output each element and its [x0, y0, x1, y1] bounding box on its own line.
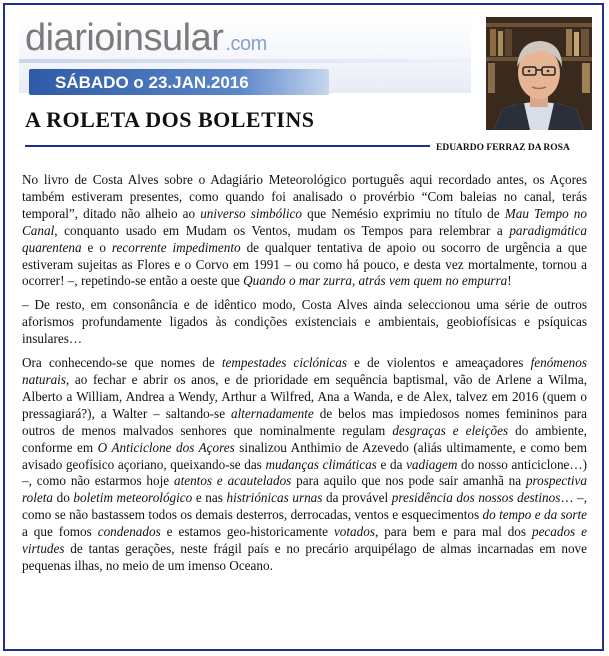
- text-run: da provável: [322, 490, 392, 506]
- issue-date: SÁBADO o 23.JAN.2016: [55, 73, 249, 92]
- text-run: do nosso anticiclone…) –, como não estarmos hoje: [22, 456, 587, 489]
- text-run: No livro de Costa Alves sobre o Adagiário Meteorológico português aqui recordado antes, os Açores também estiveram presentes, como quando foi analisado o provérbio “Com baleias no canal, terás temporal”, ditado não alheio ao: [22, 172, 587, 221]
- author-portrait-icon: [486, 17, 592, 130]
- italic-run: boletim meteorológico: [73, 490, 193, 506]
- text-run: , conquanto usado em Mudam os Ventos, mudam os Tempos para relembrar a: [54, 222, 510, 238]
- logo-underline: [19, 59, 471, 63]
- author-photo: [486, 17, 592, 130]
- italic-run: prospectiva roleta: [22, 473, 587, 506]
- text-run: – De resto, em consonância e de idêntico modo, Costa Alves ainda seleccionou uma série de outros aforismos profundamente ligados às condições existenciais e ambientais, geobiofísicas e psíquicas insulares…: [22, 297, 587, 347]
- italic-run: atentos e acautelados: [173, 473, 292, 489]
- italic-run: vadiagem: [406, 456, 458, 472]
- paragraph-1: [22, 172, 587, 290]
- italic-run: condenados: [97, 524, 161, 540]
- text-run: e nas: [192, 490, 227, 506]
- italic-run: presidência dos nossos destinos: [391, 490, 561, 506]
- text-run: , para bem e para mal dos: [374, 524, 532, 540]
- page-frame: [3, 3, 604, 651]
- paragraph-3: [22, 355, 587, 575]
- text-run: , ao fechar e abrir os anos, e de prioridade em sequência baptismal, vão de Arlene a Wilma, Alberto a William, Andrea a Wendy, Arthur a Wilfred, Ana a Wanda, e de Alex, talvez em 2016 (quem o pressagiará?), a Walter – saltando-se: [22, 371, 587, 421]
- title-rule: [25, 145, 430, 147]
- text-run: de tantas gerações, neste frágil país e no precário arquipélago de almas incarnadas em nove pequenas ilhas, no meio de um imenso Oceano.: [22, 541, 587, 573]
- text-run: e de violentos e ameaçadores: [346, 355, 531, 371]
- italic-run: tempestades ciclónicas: [221, 355, 347, 371]
- logo-suffix: .com: [225, 33, 267, 55]
- italic-run: fenómenos naturais: [22, 355, 587, 387]
- italic-run: O Anticiclone dos Açores: [97, 439, 235, 455]
- paragraph-2: [22, 297, 587, 348]
- date-bar: [29, 69, 329, 95]
- italic-run: recorrente impedimento: [111, 239, 241, 255]
- text-run: que Nemésio exprimiu no título de: [302, 205, 505, 221]
- italic-run: histriónicas urnas: [226, 490, 323, 506]
- italic-run: universo simbólico: [200, 205, 303, 221]
- text-run: e estamos geo-historicamente: [160, 524, 334, 540]
- italic-run: pecados e virtudes: [22, 524, 587, 557]
- article-body: [22, 172, 587, 582]
- site-logo[interactable]: [25, 17, 267, 60]
- text-run: Ora conhecendo-se que nomes de: [22, 355, 222, 371]
- italic-run: do tempo e da sorte: [482, 507, 587, 523]
- text-run: !: [507, 273, 512, 289]
- text-run: de belos mas impiedosos nomes femininos para outros de menos malvados senhores que nominalmente regulam: [22, 405, 587, 438]
- text-run: do ambiente, conforme em: [22, 422, 587, 455]
- text-run: … –, como se não bastassem todos os demais desterros, derrocadas, ventos e esquecimentos: [22, 490, 588, 523]
- text-run: do: [53, 490, 74, 506]
- text-run: a que fomos: [22, 524, 98, 540]
- italic-run: votados: [333, 524, 375, 540]
- italic-run: Quando o mar zurra, atrás vem quem no empurra: [243, 273, 508, 289]
- masthead: [19, 15, 471, 93]
- text-run: sinalizou Anthimio de Azevedo (aliás ultimamente, e como bem avisado geofísico açoriano, queixando-se das: [22, 439, 588, 472]
- italic-run: paradigmática quarentena: [22, 222, 587, 255]
- italic-run: Mau Tempo no Canal: [22, 205, 587, 238]
- logo-part-insular: insular: [114, 17, 224, 59]
- text-run: de qualquer tentativa de apoio ou socorro de urgência a que estiveram sujeitas as Flores e o Corvo em 1991 – ou como há pouco, e desta vez mortalmente, tornou a ocorrer! –, repetindo-se então a oeste que: [22, 239, 587, 289]
- logo-part-diario: diario: [25, 17, 115, 59]
- italic-run: alternadamente: [231, 405, 314, 421]
- text-run: e da: [376, 456, 407, 472]
- article-author: EDUARDO FERRAZ DA ROSA: [436, 143, 570, 153]
- italic-run: mudanças climáticas: [265, 456, 377, 472]
- text-run: para aquilo que nos pode sair amanhã na: [291, 473, 526, 489]
- article-title: A ROLETA DOS BOLETINS: [25, 107, 315, 132]
- italic-run: desgraças e eleições: [392, 422, 509, 438]
- text-run: e o: [81, 239, 112, 255]
